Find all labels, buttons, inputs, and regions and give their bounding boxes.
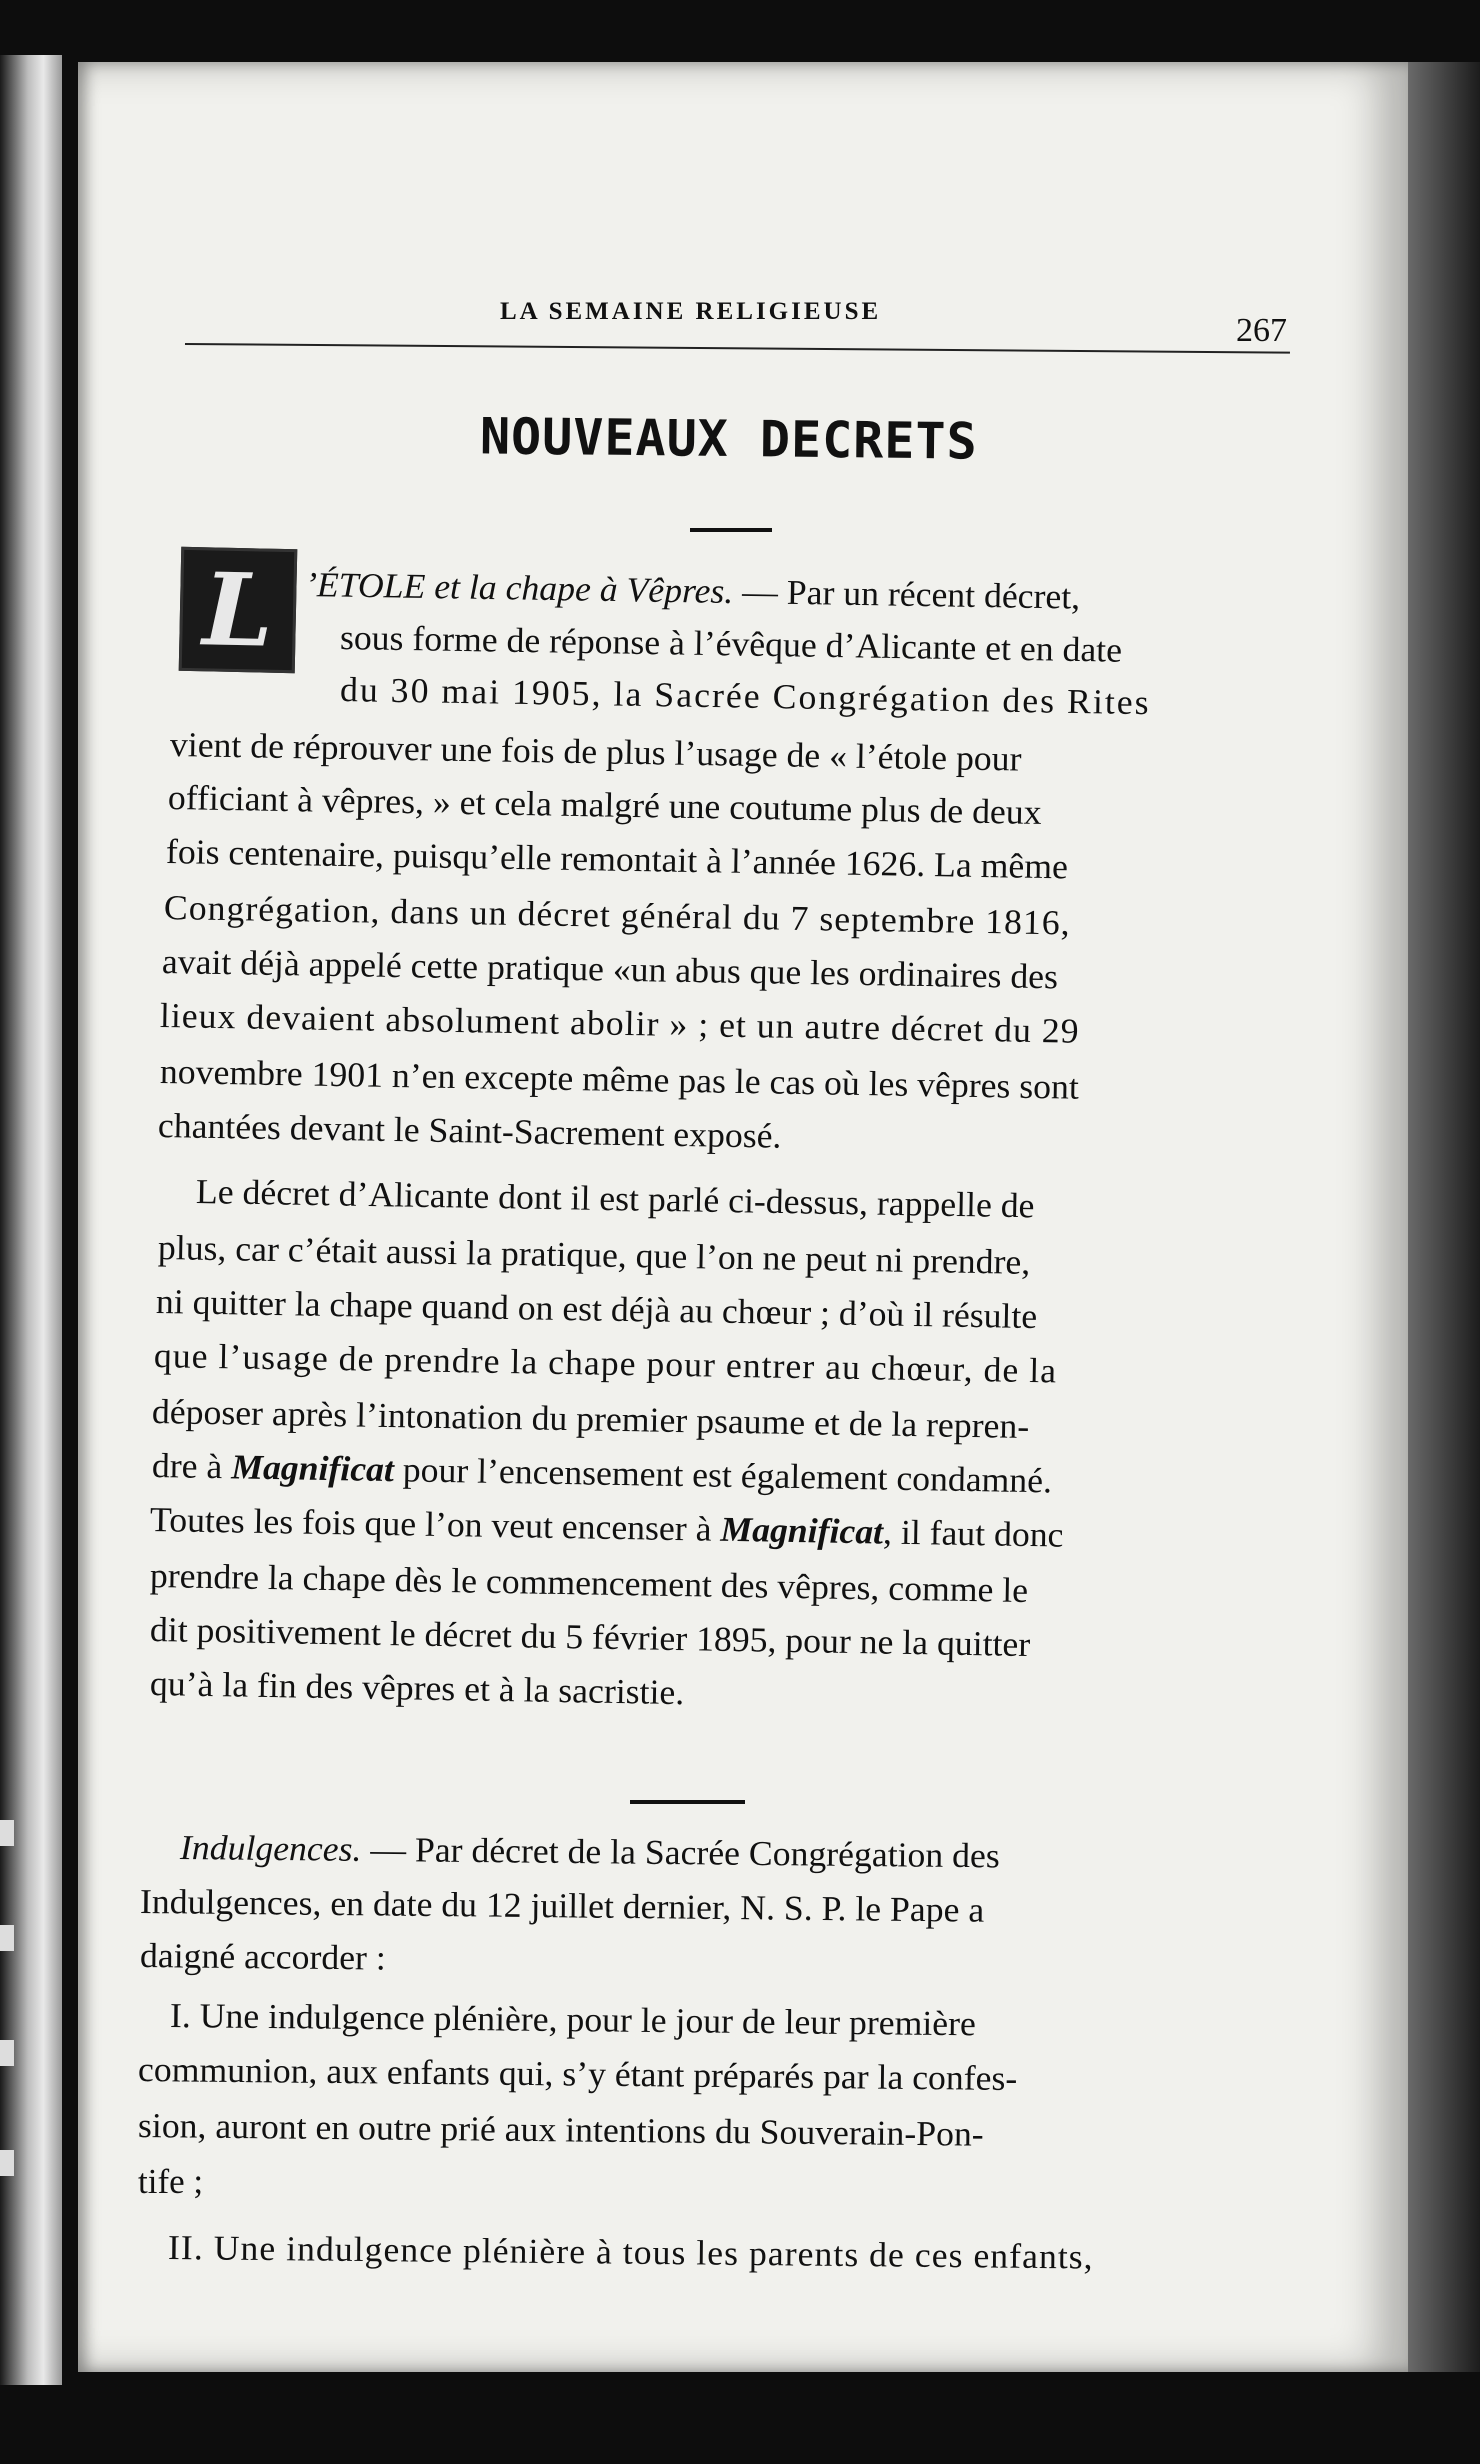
section-separator-rule (630, 1800, 745, 1804)
text-line: déposer après l’intonation du premier psaume et de la repren- (151, 1392, 1030, 1447)
text-run: — Par un récent décret, (732, 571, 1081, 617)
page-number: 267 (1236, 312, 1287, 349)
text-run: dre à (151, 1446, 232, 1487)
text-line: ni quitter la chape quand on est déjà au chœur ; d’où il résulte (155, 1282, 1038, 1337)
text-line: officiant à vêpres, » et cela malgré une coutume plus de deux (167, 778, 1042, 832)
text-run: , il faut donc (882, 1512, 1064, 1555)
page-edge-fragment (0, 2040, 14, 2066)
text-line: avait déjà appelé cette pratique «un abus que les ordinaires des (161, 942, 1059, 997)
text-line: dit positivement le décret du 5 février 1895, pour ne la quitter (149, 1610, 1031, 1665)
running-head: LA SEMAINE RELIGIEUSE (500, 298, 882, 325)
text-run: — Par décret de la Sacrée Congrégation des (361, 1829, 1000, 1876)
italic-heading: Indulgences. (179, 1828, 362, 1869)
left-page-edge (0, 55, 62, 2385)
text-line: sous forme de réponse à l’évêque d’Alicante et en date (339, 618, 1123, 670)
text-line: I. Une indulgence plénière, pour le jour de leur première (169, 1996, 977, 2044)
page-gutter-shadow (1408, 62, 1480, 2372)
text-line: du 30 mai 1905, la Sacrée Congrégation des Rites (339, 670, 1151, 723)
text-line: qu’à la fin des vêpres et à la sacristie. (149, 1664, 685, 1713)
text-line: lieux devaient absolument abolir » ; et un autre décret du 29 (159, 996, 1080, 1051)
text-run: Toutes les fois que l’on veut encenser à (149, 1500, 721, 1549)
text-line: daigné accorder : (139, 1936, 386, 1978)
text-line: communion, aux enfants qui, s’y étant préparés par la confes- (137, 2050, 1018, 2099)
text-line: II. Une indulgence plénière à tous les parents de ces enfants, (167, 2228, 1094, 2277)
page-edge-fragment (0, 2150, 14, 2176)
text-line: sion, auront en outre prié aux intentions du Souverain-Pon- (137, 2106, 984, 2154)
text-run: pour l’encensement est également condamné. (393, 1450, 1053, 1501)
text-line: plus, car c’était aussi la pratique, que l’on ne peut ni prendre, (157, 1228, 1031, 1282)
text-line: Le décret d’Alicante dont il est parlé ci-dessus, rappelle de (195, 1172, 1035, 1226)
text-line: prendre la chape dès le commencement des vêpres, comme le (149, 1556, 1029, 1611)
text-line: chantées devant le Saint-Sacrement exposé. (157, 1106, 782, 1156)
italic-word: Magnificat (230, 1447, 395, 1490)
text-line: fois centenaire, puisqu’elle remontait à l’année 1626. La même (165, 832, 1069, 887)
page-edge-fragment (0, 1820, 14, 1846)
italic-heading: ’ÉTOLE et la chape à Vêpres. (304, 565, 734, 611)
text-line (180, 1828, 1000, 1876)
page-edge-fragment (0, 1925, 14, 1951)
text-line: Congrégation, dans un décret général du 7 septembre 1816, (163, 888, 1071, 943)
dropcap-letter: L (201, 550, 275, 670)
italic-word: Magnificat (720, 1509, 884, 1552)
text-line: Indulgences, en date du 12 juillet dernier, N. S. P. le Pape a (139, 1882, 985, 1930)
title-rule (690, 528, 772, 532)
text-line: tife ; (138, 2162, 204, 2201)
section-title: NOUVEAUX DECRETS (479, 407, 978, 471)
dropcap (179, 547, 298, 673)
text-line: novembre 1901 n’en excepte même pas le cas où les vêpres sont (159, 1052, 1080, 1107)
text-line: vient de réprouver une fois de plus l’usage de « l’étole pour (169, 725, 1022, 779)
text-line: que l’usage de prendre la chape pour entrer au chœur, de la (153, 1336, 1058, 1391)
